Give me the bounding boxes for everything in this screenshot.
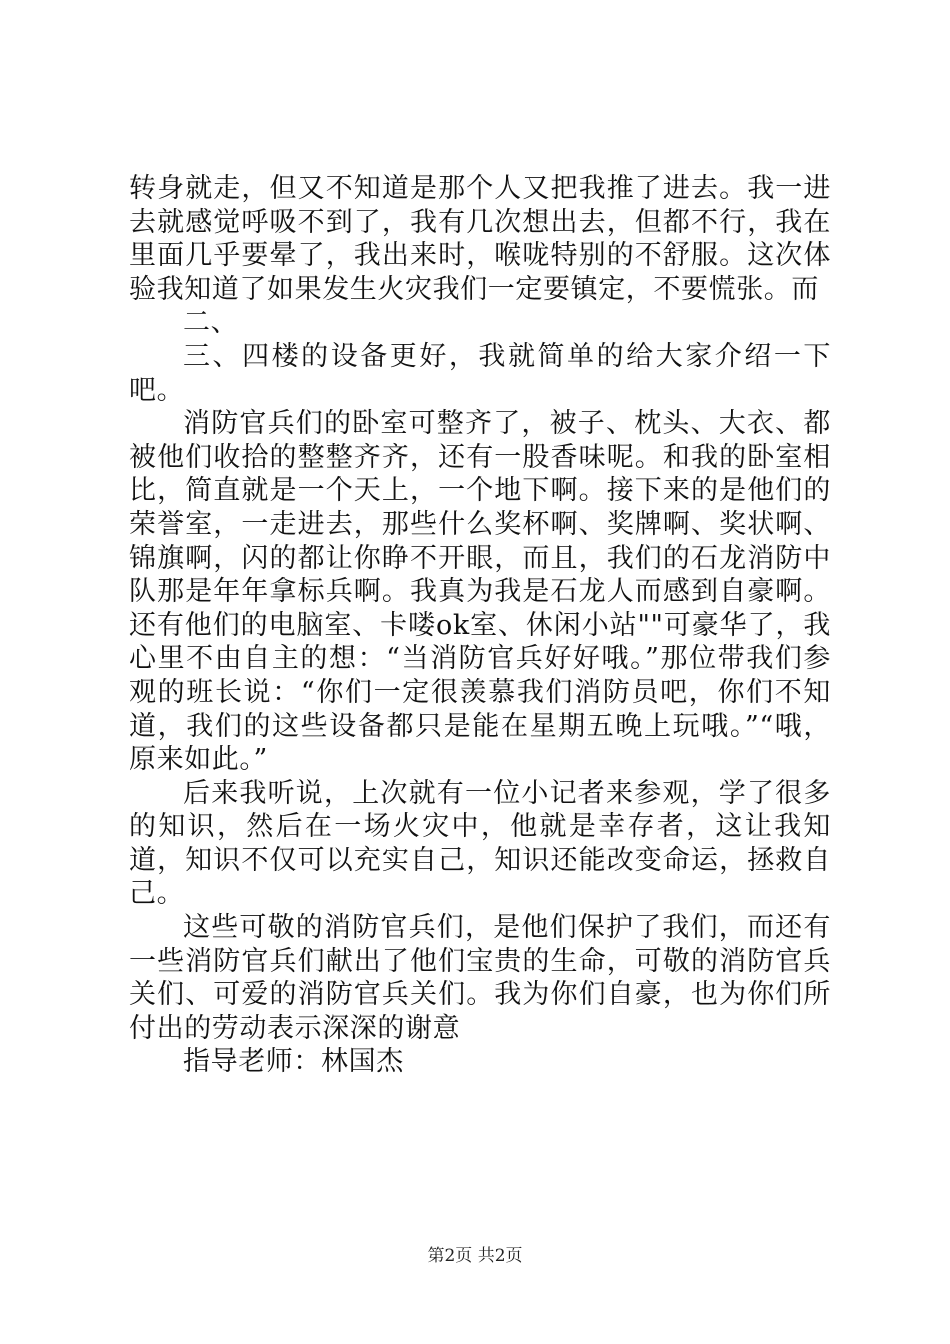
paragraph-section-two: 二、 xyxy=(183,307,239,339)
paragraph-continuation: 转身就走，但又不知道是那个人又把我推了进去。我一进去就感觉呼吸不到了，我有几次想出去，但都不行，我在里面几乎要晕了，我出来时，喉咙特别的不舒服。这次体验我知道了如果发生火灾我们一定要镇定，不要慌张。而 xyxy=(129,173,831,305)
paragraph-dormitory: 消防官兵们的卧室可整齐了，被子、枕头、大衣、都被他们收拾的整整齐齐，还有一股香味呢。和我的卧室相比，简直就是一个天上，一个地下啊。接下来的是他们的荣誉室，一走进去，那些什么奖杯啊、奖牌啊、奖状啊、锦旗啊，闪的都让你睁不开眼，而且，我们的石龙消防中队那是年年拿标兵啊。我真为我是石龙人而感到自豪啊。还有他们的电脑室、卡喽ok室、休闲小站""可豪华了，我心里不由自主的想：“当消防官兵好好哦。”那位带我们参观的班长说：“你们一定很羡慕我们消防员吧，你们不知道，我们的这些设备都只是能在星期五晚上玩哦。”“哦，原来如此。” xyxy=(129,408,831,776)
page-number-footer: 第2页 共2页 xyxy=(427,1246,523,1266)
paragraph-reporter: 后来我听说，上次就有一位小记者来参观，学了很多的知识，然后在一场火灾中，他就是幸存者，这让我知道，知识不仅可以充实自己，知识还能改变命运，拯救自己。 xyxy=(129,777,831,910)
document-body xyxy=(129,172,831,1079)
paragraph-gratitude: 这些可敬的消防官兵们，是他们保护了我们，而还有一些消防官兵们献出了他们宝贵的生命，可敬的消防官兵关们、可爱的消防官兵关们。我为你们自豪，也为你们所付出的劳动表示深深的谢意 xyxy=(129,912,831,1044)
paragraph-section-three: 三、四楼的设备更好，我就简单的给大家介绍一下吧。 xyxy=(129,340,831,406)
paragraph-instructor: 指导老师：林国杰 xyxy=(183,1046,404,1078)
